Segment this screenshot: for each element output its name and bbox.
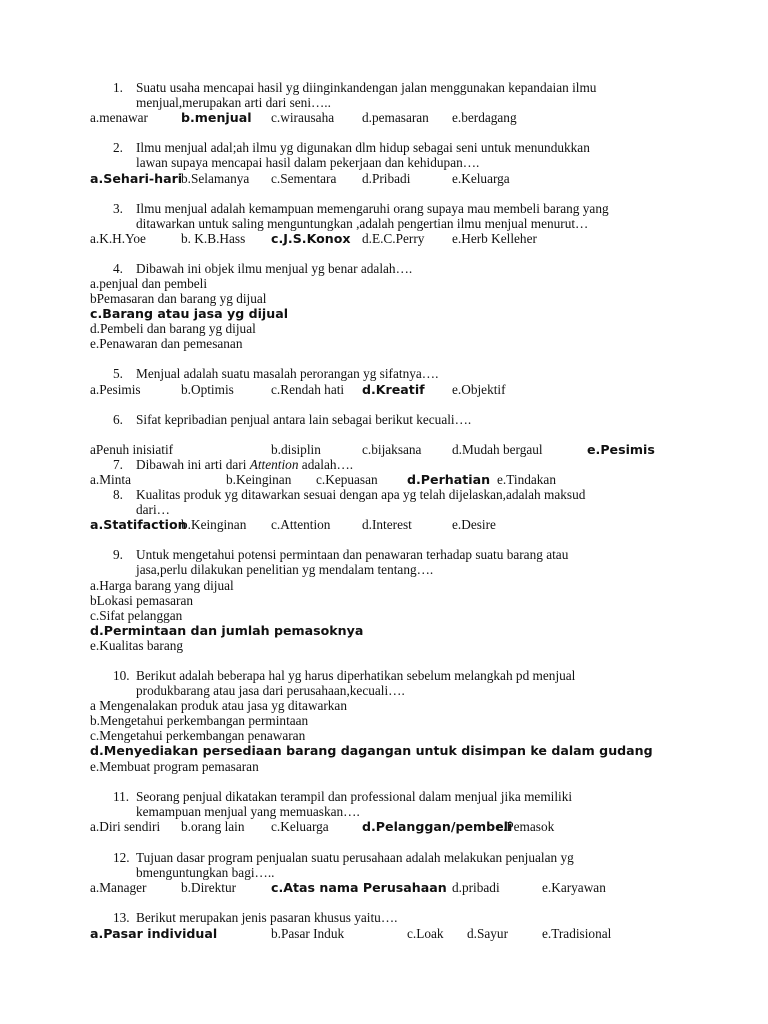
question-11-text: Seorang penjual dikatakan terampil dan professional dalam menjual jika memiliki xyxy=(136,789,573,804)
question-6-option-c: c.bijaksana xyxy=(362,442,422,457)
question-12-text: Tujuan dasar program penjualan suatu perusahaan adalah melakukan penjualan yg xyxy=(136,850,574,865)
question-5-option-e: e.Objektif xyxy=(452,382,506,397)
question-3-option-d: d.E.C.Perry xyxy=(362,231,425,246)
question-5-text: Menjual adalah suatu masalah perorangan yg sifatnya…. xyxy=(136,366,439,381)
question-3-number: 3. xyxy=(113,201,123,216)
question-7-option-d-answer: d.Perhatian xyxy=(407,472,491,487)
question-6-option-b: b.disiplin xyxy=(271,442,321,457)
question-4-text: Dibawah ini objek ilmu menjual yg benar adalah…. xyxy=(136,261,413,276)
question-1-option-a: a.menawar xyxy=(90,110,148,125)
question-9-option-a: a.Harga barang yang dijual xyxy=(90,578,234,593)
question-13-option-b: b.Pasar Induk xyxy=(271,926,345,941)
question-13-option-e: e.Tradisional xyxy=(542,926,612,941)
question-6-option-d: d.Mudah bergaul xyxy=(452,442,543,457)
question-12-option-c-answer: c.Atas nama Perusahaan xyxy=(271,880,447,895)
question-7-option-b: b.Keinginan xyxy=(226,472,292,487)
question-9-option-d-answer: d.Permintaan dan jumlah pemasoknya xyxy=(90,623,364,638)
question-11-option-c: c.Keluarga xyxy=(271,819,329,834)
question-9-text-cont: jasa,perlu dilakukan penelitian yg mendalam tentang…. xyxy=(136,562,434,577)
question-2-option-b: b.Selamanya xyxy=(181,171,250,186)
question-3-text-cont: ditawarkan untuk saling menguntungkan ,adalah pengertian ilmu menjual menurut… xyxy=(136,216,589,231)
question-5-number: 5. xyxy=(113,366,123,381)
question-11-option-b: b.orang lain xyxy=(181,819,245,834)
question-5-option-c: c.Rendah hati xyxy=(271,382,345,397)
question-12-number: 12. xyxy=(113,850,130,865)
question-8-number: 8. xyxy=(113,487,123,502)
question-2-option-a-answer: a.Sehari-hari xyxy=(90,171,183,186)
question-1-option-e: e.berdagang xyxy=(452,110,517,125)
question-4-option-a: a.penjual dan pembeli xyxy=(90,276,208,291)
question-8-option-c: c.Attention xyxy=(271,517,331,532)
question-10-option-c: c.Mengetahui perkembangan penawaran xyxy=(90,728,306,743)
question-1-option-b-answer: b.menjual xyxy=(181,110,252,125)
question-10-text: Berikut adalah beberapa hal yg harus diperhatikan sebelum melangkah pd menjual xyxy=(136,668,576,683)
question-9-option-e: e.Kualitas barang xyxy=(90,638,184,653)
question-3-option-c-answer: c.J.S.Konox xyxy=(271,231,351,246)
question-9-text: Untuk mengetahui potensi permintaan dan penawaran terhadap suatu barang atau xyxy=(136,547,569,562)
question-7-option-e: e.Tindakan xyxy=(497,472,556,487)
question-4-option-c-answer: c.Barang atau jasa yg dijual xyxy=(90,306,289,321)
question-8-option-d: d.Interest xyxy=(362,517,412,532)
question-4-number: 4. xyxy=(113,261,123,276)
question-3-option-a: a.K.H.Yoe xyxy=(90,231,146,246)
question-3-option-b: b. K.B.Hass xyxy=(181,231,246,246)
question-6-number: 6. xyxy=(113,412,123,427)
question-4-option-b: bPemasaran dan barang yg dijual xyxy=(90,291,267,306)
question-6-option-a: aPenuh inisiatif xyxy=(90,442,174,457)
question-3-option-e: e.Herb Kelleher xyxy=(452,231,537,246)
question-7-text-post: adalah…. xyxy=(298,457,354,472)
question-1-text-cont: menjual,merupakan arti dari seni….. xyxy=(136,95,331,110)
question-13-option-d: d.Sayur xyxy=(467,926,508,941)
question-1-number: 1. xyxy=(113,80,123,95)
question-5-option-a: a.Pesimis xyxy=(90,382,141,397)
question-11-option-d-answer: d.Pelanggan/pembeli xyxy=(362,819,513,834)
question-10-option-d-answer: d.Menyediakan persediaan barang dagangan untuk disimpan ke dalam gudang xyxy=(90,743,653,758)
question-2-number: 2. xyxy=(113,140,123,155)
question-11-number: 11. xyxy=(113,789,130,804)
question-2-text-cont: lawan supaya mencapai hasil dalam pekerjaan dan kehidupan…. xyxy=(136,155,480,170)
question-8-option-e: e.Desire xyxy=(452,517,496,532)
question-4-option-d: d.Pembeli dan barang yg dijual xyxy=(90,321,256,336)
question-7-text-pre: Dibawah ini arti dari xyxy=(136,457,250,472)
question-4-option-e: e.Penawaran dan pemesanan xyxy=(90,336,243,351)
question-12-option-a: a.Manager xyxy=(90,880,147,895)
question-11-text-cont: kemampuan menjual yang memuaskan…. xyxy=(136,804,360,819)
question-12-option-b: b.Direktur xyxy=(181,880,237,895)
question-9-option-b: bLokasi pemasaran xyxy=(90,593,194,608)
question-11-option-e: e.Pemasok xyxy=(497,819,555,834)
question-13-text: Berikut merupakan jenis pasaran khusus yaitu…. xyxy=(136,910,398,925)
question-9-number: 9. xyxy=(113,547,123,562)
question-10-option-b: b.Mengetahui perkembangan permintaan xyxy=(90,713,309,728)
question-13-option-a-answer: a.Pasar individual xyxy=(90,926,218,941)
question-3-text: Ilmu menjual adalah kemampuan memengaruhi orang supaya mau membeli barang yang xyxy=(136,201,609,216)
question-10-text-cont: produkbarang atau jasa dari perusahaan,kecuali…. xyxy=(136,683,405,698)
question-2-option-c: c.Sementara xyxy=(271,171,337,186)
question-13-option-c: c.Loak xyxy=(407,926,444,941)
question-2-option-d: d.Pribadi xyxy=(362,171,411,186)
question-6-option-e-answer: e.Pesimis xyxy=(587,442,655,457)
question-1-option-d: d.pemasaran xyxy=(362,110,429,125)
question-8-option-a-answer: a.Statifaction xyxy=(90,517,187,532)
question-11-option-a: a.Diri sendiri xyxy=(90,819,161,834)
question-7-option-c: c.Kepuasan xyxy=(316,472,378,487)
question-10-option-a: a Mengenalakan produk atau jasa yg ditawarkan xyxy=(90,698,347,713)
question-1-text: Suatu usaha mencapai hasil yg diinginkandengan jalan menggunakan kepandaian ilmu xyxy=(136,80,597,95)
question-8-option-b: b.Keinginan xyxy=(181,517,247,532)
question-10-option-e: e.Membuat program pemasaran xyxy=(90,759,259,774)
question-2-text: Ilmu menjual adal;ah ilmu yg digunakan dlm hidup sebagai seni untuk menundukkan xyxy=(136,140,590,155)
question-7-number: 7. xyxy=(113,457,123,472)
question-6-text: Sifat kepribadian penjual antara lain sebagai berikut kecuali…. xyxy=(136,412,472,427)
question-12-text-cont: bmenguntungkan bagi….. xyxy=(136,865,275,880)
question-12-option-e: e.Karyawan xyxy=(542,880,606,895)
question-1-option-c: c.wirausaha xyxy=(271,110,335,125)
question-9-option-c: c.Sifat pelanggan xyxy=(90,608,183,623)
question-5-option-b: b.Optimis xyxy=(181,382,234,397)
question-13-number: 13. xyxy=(113,910,130,925)
question-7-option-a: a.Minta xyxy=(90,472,131,487)
question-7-text-term: Attention xyxy=(249,457,299,472)
question-10-number: 10. xyxy=(113,668,130,683)
question-12-option-d: d.pribadi xyxy=(452,880,500,895)
question-8-text-cont: dari… xyxy=(136,502,170,517)
question-2-option-e: e.Keluarga xyxy=(452,171,510,186)
question-5-option-d-answer: d.Kreatif xyxy=(362,382,425,397)
question-7-text xyxy=(136,457,353,472)
question-8-text: Kualitas produk yg ditawarkan sesuai dengan apa yg telah dijelaskan,adalah maksud xyxy=(136,487,586,502)
